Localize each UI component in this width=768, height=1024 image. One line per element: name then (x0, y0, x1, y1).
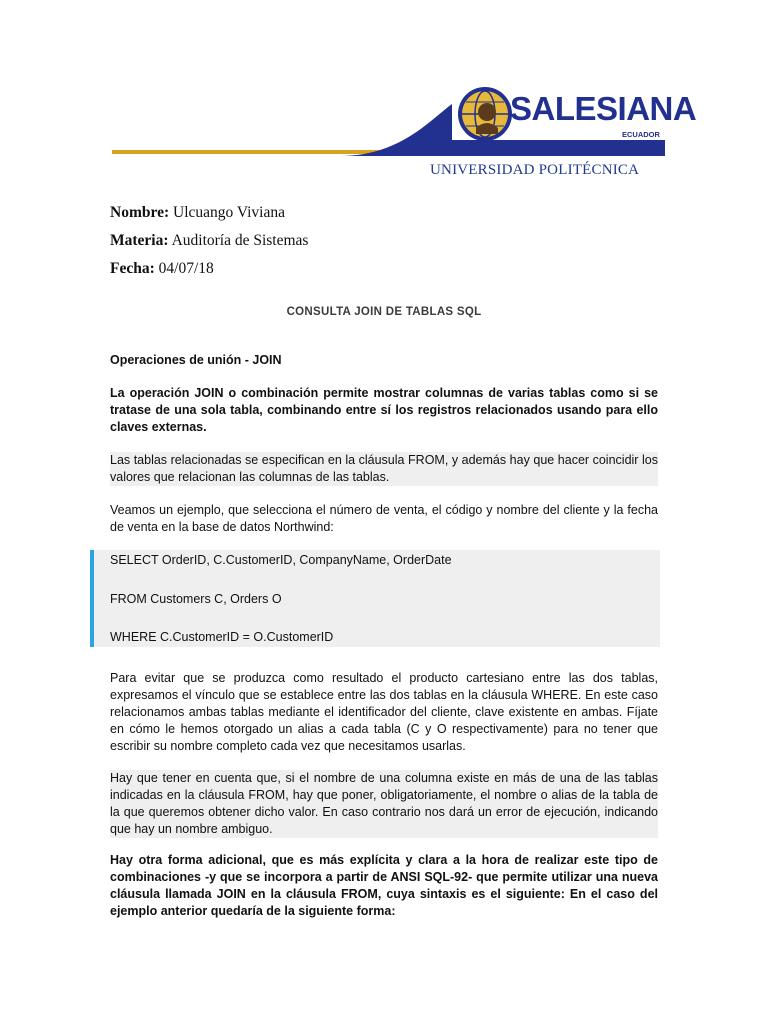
globe-logo (458, 87, 512, 141)
code-line-select: SELECT OrderID, C.CustomerID, CompanyName, OrderDate (110, 553, 452, 567)
info-name (110, 204, 285, 222)
paragraph-4: Para evitar que se produzca como resultado el producto cartesiano entre las dos tablas, expresamos el vínculo que se establece entre las dos tablas en la cláusula WHERE. En este caso relacionamos ambas tablas mediante el identificador del cliente, clave existente en ambas. Fíjate en cómo le hemos otorgado un alias a cada tabla (C y O respectivamente) para no tener que escribir su nombre completo cada vez que necesitamos usarlas. (110, 671, 658, 753)
university-header (0, 0, 768, 190)
date-label: Fecha: (110, 260, 155, 277)
paragraph-2: Las tablas relacionadas se especifican en la cláusula FROM, y además hay que hacer coincidir los valores que relacionan las columnas de las tablas. (110, 453, 658, 484)
paragraph-5: Hay que tener en cuenta que, si el nombre de una columna existe en más de una de las tablas indicadas en la cláusula FROM, hay que poner, obligatoriamente, el nombre o alias de la tabla de la que queremos obtener dicho valor. En caso contrario nos dará un error de ejecución, indicando que hay un nombre ambiguo. (110, 771, 658, 836)
logo-wordmark: SALESIANA (510, 90, 697, 127)
paragraph-3: Veamos un ejemplo, que selecciona el número de venta, el código y nombre del cliente y la fecha de venta en la base de datos Northwind: (110, 503, 658, 534)
code-line-from: FROM Customers C, Orders O (110, 592, 282, 606)
university-name: UNIVERSIDAD POLITÉCNICA (430, 162, 640, 178)
info-date (110, 260, 214, 278)
code-line-where: WHERE C.CustomerID = O.CustomerID (110, 630, 334, 644)
info-subject (110, 232, 308, 250)
section-heading: Operaciones de unión - JOIN (110, 353, 282, 367)
subject-value: Auditoría de Sistemas (171, 232, 309, 249)
logo-country: ECUADOR (622, 130, 660, 139)
document-title: CONSULTA JOIN DE TABLAS SQL (286, 306, 482, 318)
name-label: Nombre: (110, 204, 170, 221)
paragraph-1: La operación JOIN o combinación permite mostrar columnas de varias tablas como si se tratase de una sola tabla, combinando entre sí los registros relacionados usando para ello claves externas. (110, 386, 658, 434)
sql-code-block (90, 550, 660, 647)
paragraph-6: Hay otra forma adicional, que es más explícita y clara a la hora de realizar este tipo de combinaciones -y que se incorpora a partir de ANSI SQL-92- que permite utilizar una nueva cláusula llamada JOIN en la cláusula FROM, cuya sintaxis es el siguiente: En el caso del ejemplo anterior quedaría de la siguiente forma: (110, 853, 658, 918)
subject-label: Materia: (110, 232, 169, 249)
name-value: Ulcuango Viviana (173, 204, 285, 221)
code-accent-bar (90, 550, 94, 647)
date-value: 04/07/18 (158, 260, 214, 277)
